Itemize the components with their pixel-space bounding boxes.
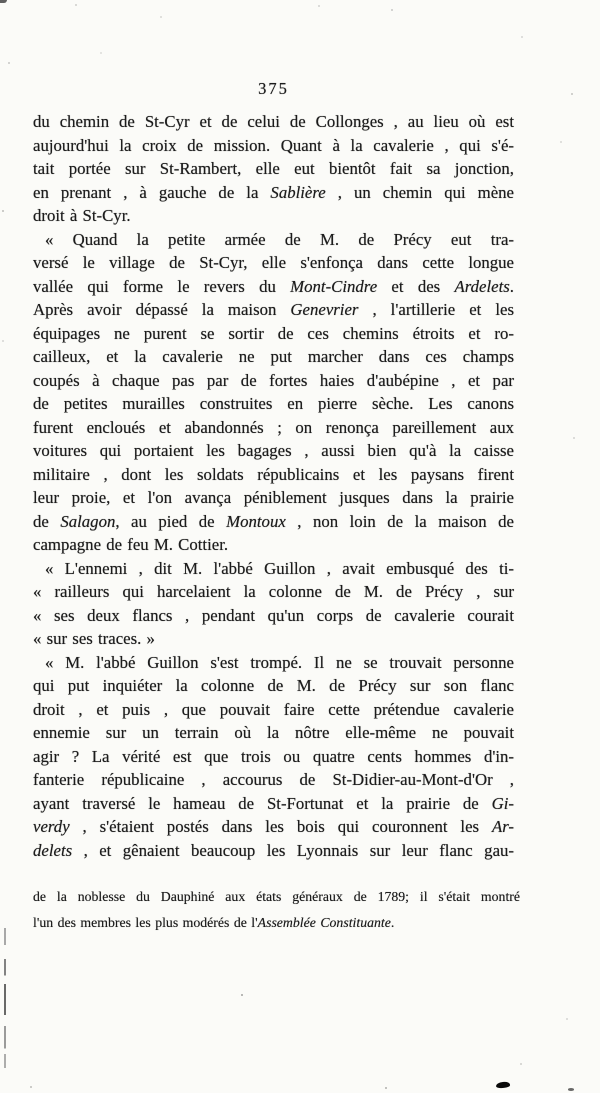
- text-segment: .: [390, 914, 395, 930]
- text-line: [33, 416, 514, 440]
- text-line: [33, 369, 514, 393]
- scan-edge-line-artifact: [4, 928, 6, 1068]
- text-segment: campagne de feu M. Cottier.: [33, 535, 229, 554]
- text-segment: Après avoir dépassé la maison: [33, 300, 291, 319]
- italic-text-segment: Ardelets: [454, 276, 510, 296]
- text-line: [33, 439, 514, 463]
- footnote-block: [33, 884, 520, 935]
- text-line: [33, 486, 514, 510]
- page-number: 375: [258, 79, 289, 98]
- text-line: [33, 768, 514, 792]
- text-segment: l'un des membres les plus modérés de l': [33, 914, 258, 930]
- text-line: [33, 345, 514, 369]
- text-segment: , s'étaient postés dans les bois qui couronnent les: [69, 817, 492, 836]
- footnote-continuation: [33, 884, 520, 935]
- text-line: [33, 134, 514, 158]
- text-segment: « sur ses traces. »: [33, 629, 155, 648]
- italic-text-segment: Assemblée Constituante: [257, 914, 391, 930]
- paragraph-4: [33, 651, 514, 863]
- text-line: [33, 884, 520, 910]
- text-segment: « Quand la petite armée de M. de Précy eut tra-: [45, 229, 514, 249]
- text-segment: .: [509, 276, 514, 296]
- main-text-block: [33, 110, 514, 862]
- scan-noise-speckles: [0, 0, 2, 2]
- text-segment: agir ? La vérité est que trois ou quatre cents hommes d'in-: [33, 746, 514, 766]
- text-segment: ayant traversé le hameau de St-Fortunat et la prairie de: [33, 793, 492, 813]
- text-segment: droit , et puis , que pouvait faire cette prétendue cavalerie: [33, 699, 514, 719]
- text-segment: équipages ne purent se sortir de ces chemins étroits et ro-: [33, 323, 514, 343]
- text-segment: droit à St-Cyr.: [33, 206, 131, 225]
- text-segment: en prenant , à gauche de la: [33, 182, 271, 202]
- text-segment: coupés à chaque pas par de fortes haies d'aubépine , et par: [33, 370, 514, 390]
- text-segment: , non loin de la maison de: [285, 511, 515, 531]
- text-segment: furent encloués et abandonnés ; on renonça pareillement aux: [33, 417, 514, 437]
- italic-text-segment: verdy: [33, 817, 70, 836]
- text-segment: « M. l'abbé Guillon s'est trompé. Il ne se trouvait personne: [45, 652, 514, 672]
- text-line: [33, 322, 514, 346]
- text-line: [33, 674, 514, 698]
- paragraph-1: [33, 110, 514, 228]
- text-line: [33, 510, 514, 534]
- text-segment: versé le village de St-Cyr, elle s'enfonça dans cette longue: [33, 253, 514, 272]
- text-segment: leur proie, et l'on avança péniblement jusques dans la prairie: [33, 488, 514, 507]
- text-segment: militaire , dont les soldats républicains et les paysans firent: [33, 464, 514, 484]
- italic-text-segment: Gi-: [491, 793, 514, 813]
- text-line: [33, 533, 514, 557]
- text-line: [33, 604, 514, 628]
- paragraph-2: [33, 228, 514, 557]
- text-segment: et des: [377, 276, 455, 296]
- text-line: [33, 157, 514, 181]
- text-segment: « L'ennemi , dit M. l'abbé Guillon , avait embusqué des ti-: [45, 558, 514, 578]
- text-segment: , et gênaient beaucoup les Lyonnais sur leur flanc gau-: [72, 840, 514, 860]
- italic-text-segment: Salagon: [60, 511, 116, 531]
- text-line: [33, 392, 514, 416]
- text-segment: , un chemin qui mène: [325, 182, 514, 202]
- text-segment: fanterie républicaine , accourus de St-Didier-au-Mont-d'Or ,: [33, 770, 514, 789]
- text-line: [33, 204, 514, 228]
- text-line: [33, 228, 514, 252]
- text-segment: qui put inquiéter la colonne de M. de Précy sur son flanc: [33, 676, 514, 695]
- ink-blot-mark: [496, 1081, 510, 1088]
- text-segment: cailleux, et la cavalerie ne put marcher dans ces champs: [33, 347, 514, 366]
- text-line: [33, 110, 514, 134]
- text-line: [33, 745, 514, 769]
- italic-text-segment: Genevrier: [290, 300, 359, 319]
- text-segment: , au pied de: [115, 511, 227, 531]
- text-segment: de la noblesse du Dauphiné aux états généraux de 1789; il s'était montré: [33, 889, 520, 904]
- text-line: [33, 792, 514, 816]
- ink-speck-mark: [568, 1088, 574, 1091]
- text-segment: , l'artillerie et les: [358, 300, 514, 319]
- text-line: [33, 275, 514, 299]
- text-line: [33, 557, 514, 581]
- text-segment: du chemin de St-Cyr et de celui de Collonges , au lieu où est: [33, 112, 514, 131]
- text-segment: « railleurs qui harcelaient la colonne de M. de Précy , sur: [33, 582, 514, 601]
- text-line: [33, 463, 514, 487]
- text-line: [33, 251, 514, 275]
- italic-text-segment: Mont-Cindre: [290, 276, 378, 296]
- text-segment: ennemie sur un terrain où la nôtre elle-même ne pouvait: [33, 723, 514, 742]
- italic-text-segment: Montoux: [226, 511, 286, 531]
- text-line: [33, 580, 514, 604]
- text-segment: de petites murailles construites en pierre sèche. Les canons: [33, 394, 514, 413]
- text-line: [33, 627, 514, 651]
- text-segment: tait portée sur St-Rambert, elle eut bientôt fait sa jonction,: [33, 159, 514, 178]
- text-line: [33, 298, 514, 322]
- italic-text-segment: Sablière: [270, 182, 326, 202]
- text-segment: de: [33, 511, 61, 531]
- text-line: [33, 910, 520, 936]
- text-line: [33, 721, 514, 745]
- text-segment: aujourd'hui la croix de mission. Quant à la cavalerie , qui s'é-: [33, 135, 514, 155]
- text-line: [33, 839, 514, 863]
- paragraph-3: [33, 557, 514, 651]
- italic-text-segment: delets: [33, 840, 73, 860]
- text-line: [33, 698, 514, 722]
- text-segment: voitures qui portaient les bagages , aussi bien qu'à la caisse: [33, 441, 514, 460]
- text-segment: « ses deux flancs , pendant qu'un corps de cavalerie courait: [33, 605, 514, 625]
- text-segment: vallée qui forme le revers du: [33, 276, 291, 296]
- text-line: [33, 181, 514, 205]
- text-line: [33, 815, 514, 839]
- italic-text-segment: Ar-: [491, 817, 514, 836]
- text-line: [33, 651, 514, 675]
